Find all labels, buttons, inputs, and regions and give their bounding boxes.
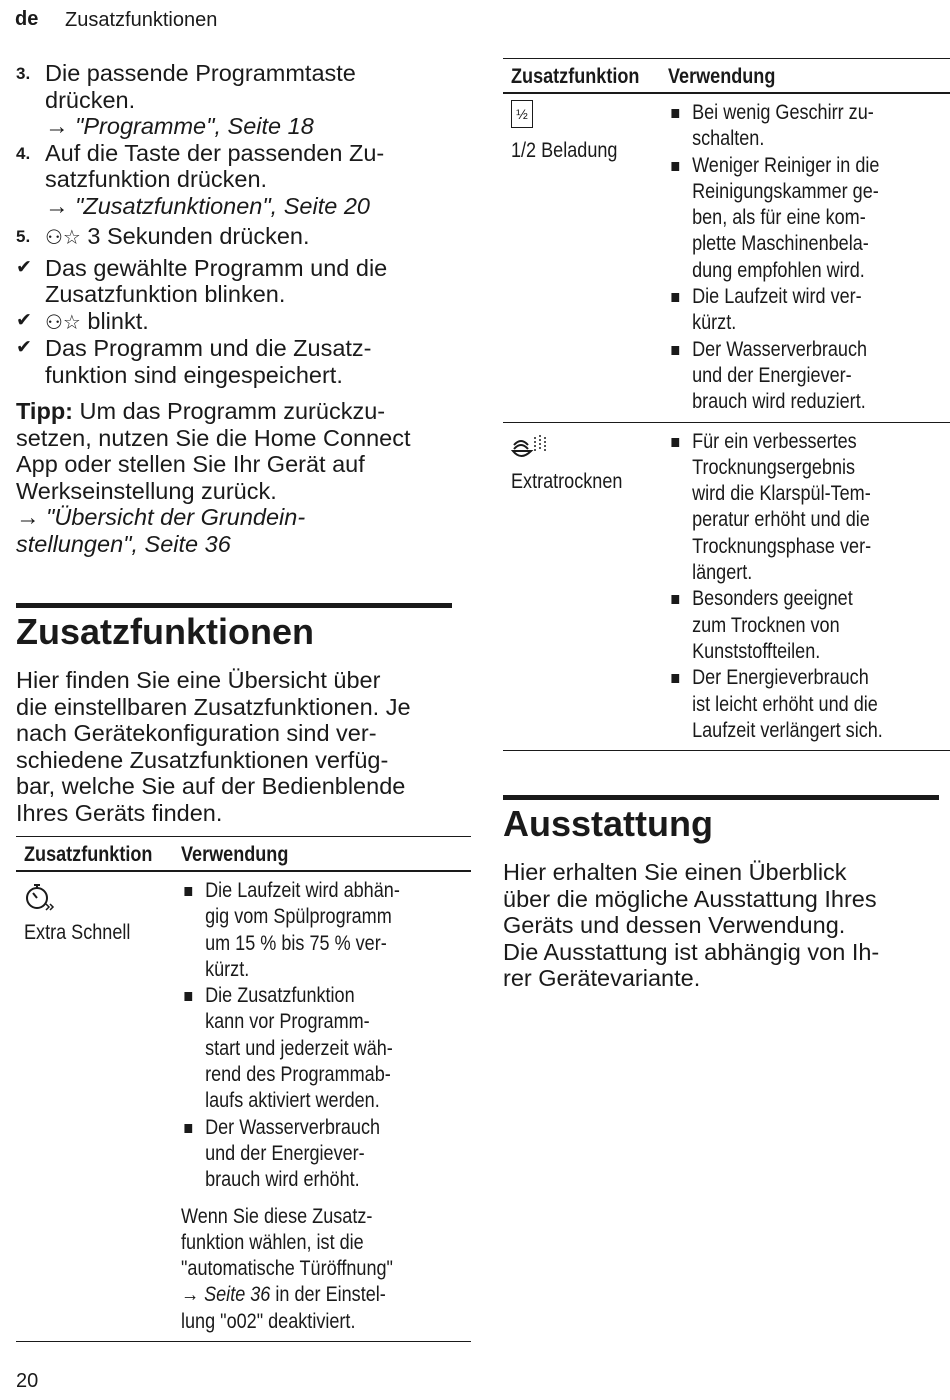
list-item: Der Energieverbrauch ist leicht erhöht und die Laufzeit verlängert sich. [668, 665, 917, 744]
xref-text: "Übersicht der Grundein- [46, 504, 306, 530]
header-text: Zusatzfunktion [24, 843, 153, 866]
result-line: Das gewählte Programm und die [45, 254, 388, 281]
function-cell [503, 422, 660, 751]
cross-reference-link[interactable] [181, 1283, 270, 1306]
stopwatch-speed-icon [24, 880, 58, 912]
result-line: Das Programm und die Zusatz- [45, 335, 372, 361]
intro-line: Geräts und dessen Verwendung. [503, 912, 846, 938]
usage-cell [173, 871, 471, 1342]
function-cell [503, 93, 660, 422]
arrow-right-icon: → [16, 504, 40, 530]
favorite-button-icon: ⚇☆ [45, 225, 81, 249]
list-item: Besonders geeignet zum Trocknen von Kunststoffteilen. [668, 586, 917, 665]
result-line: blinkt. [87, 307, 149, 334]
step-4 [16, 140, 456, 220]
arrow-right-icon: → [181, 1283, 200, 1307]
intro-line: die einstellbaren Zusatzfunktionen. Je [16, 693, 411, 720]
xref-text: Seite 36 [204, 1283, 271, 1307]
checkmark-icon: ✔ [16, 256, 32, 278]
usage-note: Wenn Sie diese Zusatz- funktion wählen, ist die "automatische Türöffnung" → Seite 36 in der Einstel- lung "o02" deaktiviert. [181, 1204, 394, 1333]
cross-reference-link[interactable] [45, 113, 456, 140]
col-header-usage [660, 59, 950, 94]
step-3 [16, 60, 456, 140]
header-text: Verwendung [181, 843, 289, 866]
usage-bullets [668, 100, 917, 416]
result-2 [16, 308, 456, 336]
feature-table-right [503, 58, 950, 751]
list-item: Die Laufzeit wird abhän- gig vom Spülprogramm um 15 % bis 75 % ver- kürzt. [181, 878, 430, 983]
cross-reference-link[interactable] [16, 504, 305, 557]
list-item: Der Wasserverbrauch und der Energiever- brauch wird erhöht. [181, 1115, 430, 1194]
usage-bullets [668, 429, 917, 745]
usage-bullets [181, 878, 430, 1194]
table-row [16, 871, 471, 1342]
page-number: 20 [16, 1370, 39, 1392]
result-line: Zusatzfunktion blinken. [45, 281, 286, 307]
arrow-right-icon: → [45, 192, 69, 219]
step-line: 3 Sekunden drücken. [87, 223, 310, 249]
favorite-button-icon: ⚇☆ [45, 309, 81, 334]
list-item: Der Wasserverbrauch und der Energiever- brauch wird reduziert. [668, 337, 917, 416]
cross-reference-link[interactable] [45, 193, 456, 220]
tip-block [16, 398, 456, 557]
intro-line: nach Gerätekonfiguration sind ver- [16, 720, 377, 746]
section-intro [503, 859, 943, 992]
section-title: Zusatzfunktionen [16, 611, 314, 652]
usage-cell [660, 422, 950, 751]
col-header-usage [173, 837, 471, 872]
section-divider [503, 795, 939, 800]
intro-line: Ihres Geräts finden. [16, 799, 223, 826]
intro-line: über die mögliche Ausstattung Ihres [503, 885, 877, 912]
arrow-right-icon: → [45, 113, 69, 139]
language-code: de [15, 8, 39, 30]
col-header-function [503, 59, 660, 94]
intro-line: Hier erhalten Sie einen Überblick [503, 859, 847, 885]
half-load-icon: ½ [511, 100, 533, 128]
header-text: Verwendung [668, 65, 776, 88]
section-intro [16, 667, 456, 826]
steps-list [16, 60, 456, 388]
xref-text: "Programme", Seite 18 [75, 113, 314, 139]
list-item: Weniger Reiniger in die Reinigungskammer ge- ben, als für eine kom- plette Maschinenbela- dung empfohlen wird. [668, 153, 917, 284]
step-number: 5. [16, 227, 31, 246]
extra-dry-icon [511, 431, 551, 461]
step-line: drücken. [45, 86, 136, 113]
result-3 [16, 335, 456, 388]
intro-line: schiedene Zusatzfunktionen verfüg- [16, 746, 389, 773]
step-line: Die passende Programmtaste [45, 60, 356, 86]
usage-cell [660, 93, 950, 422]
list-item: Für ein verbessertes Trocknungsergebnis wird die Klarspül-Tem- peratur erhöht und die Trocknungsphase ver- längert. [668, 429, 917, 587]
result-line: funktion sind eingespeichert. [45, 361, 343, 388]
step-line: satzfunktion drücken. [45, 166, 268, 192]
function-name: 1/2 Beladung [511, 139, 618, 162]
step-text [45, 140, 456, 193]
result-1 [16, 255, 456, 308]
intro-line: bar, welche Sie auf der Bedienblende [16, 773, 406, 799]
step-text [45, 223, 456, 251]
header-text: Zusatzfunktion [511, 65, 640, 88]
list-item: Bei wenig Geschirr zu- schalten. [668, 100, 917, 153]
tip-line: Um das Programm zurückzu- [79, 398, 386, 424]
function-name: Extratrocknen [511, 469, 623, 493]
function-cell [16, 871, 173, 1342]
xref-text: stellungen", Seite 36 [16, 530, 231, 557]
step-line: Auf die Taste der passenden Zu- [45, 139, 385, 166]
running-header: Zusatzfunktionen [65, 9, 218, 31]
step-text [45, 60, 456, 113]
table-row [503, 93, 950, 422]
checkmark-icon: ✔ [16, 337, 32, 358]
xref-text: "Zusatzfunktionen", Seite 20 [75, 192, 370, 219]
tip-line: App oder stellen Sie Ihr Gerät auf [16, 451, 365, 477]
list-item: Die Laufzeit wird ver- kürzt. [668, 284, 917, 337]
step-5 [16, 223, 456, 251]
section-title: Ausstattung [503, 803, 713, 844]
tip-label: Tipp: [16, 398, 73, 424]
intro-line: Die Ausstattung ist abhängig von Ih- [503, 938, 880, 965]
col-header-function [16, 837, 173, 872]
tip-line: setzen, nutzen Sie die Home Connect [16, 424, 411, 451]
table-row [503, 422, 950, 751]
checkmark-icon: ✔ [16, 309, 32, 331]
intro-line: rer Gerätevariante. [503, 965, 701, 991]
section-divider [16, 603, 452, 608]
function-name: Extra Schnell [24, 921, 131, 944]
feature-table-left [16, 836, 471, 1342]
list-item: Die Zusatzfunktion kann vor Programm- start und jederzeit wäh- rend des Programmab- laufs aktiviert werden. [181, 983, 430, 1114]
step-number: 3. [16, 64, 31, 83]
intro-line: Hier finden Sie eine Übersicht über [16, 667, 381, 693]
tip-line: Werkseinstellung zurück. [16, 477, 277, 504]
step-number: 4. [16, 143, 31, 163]
